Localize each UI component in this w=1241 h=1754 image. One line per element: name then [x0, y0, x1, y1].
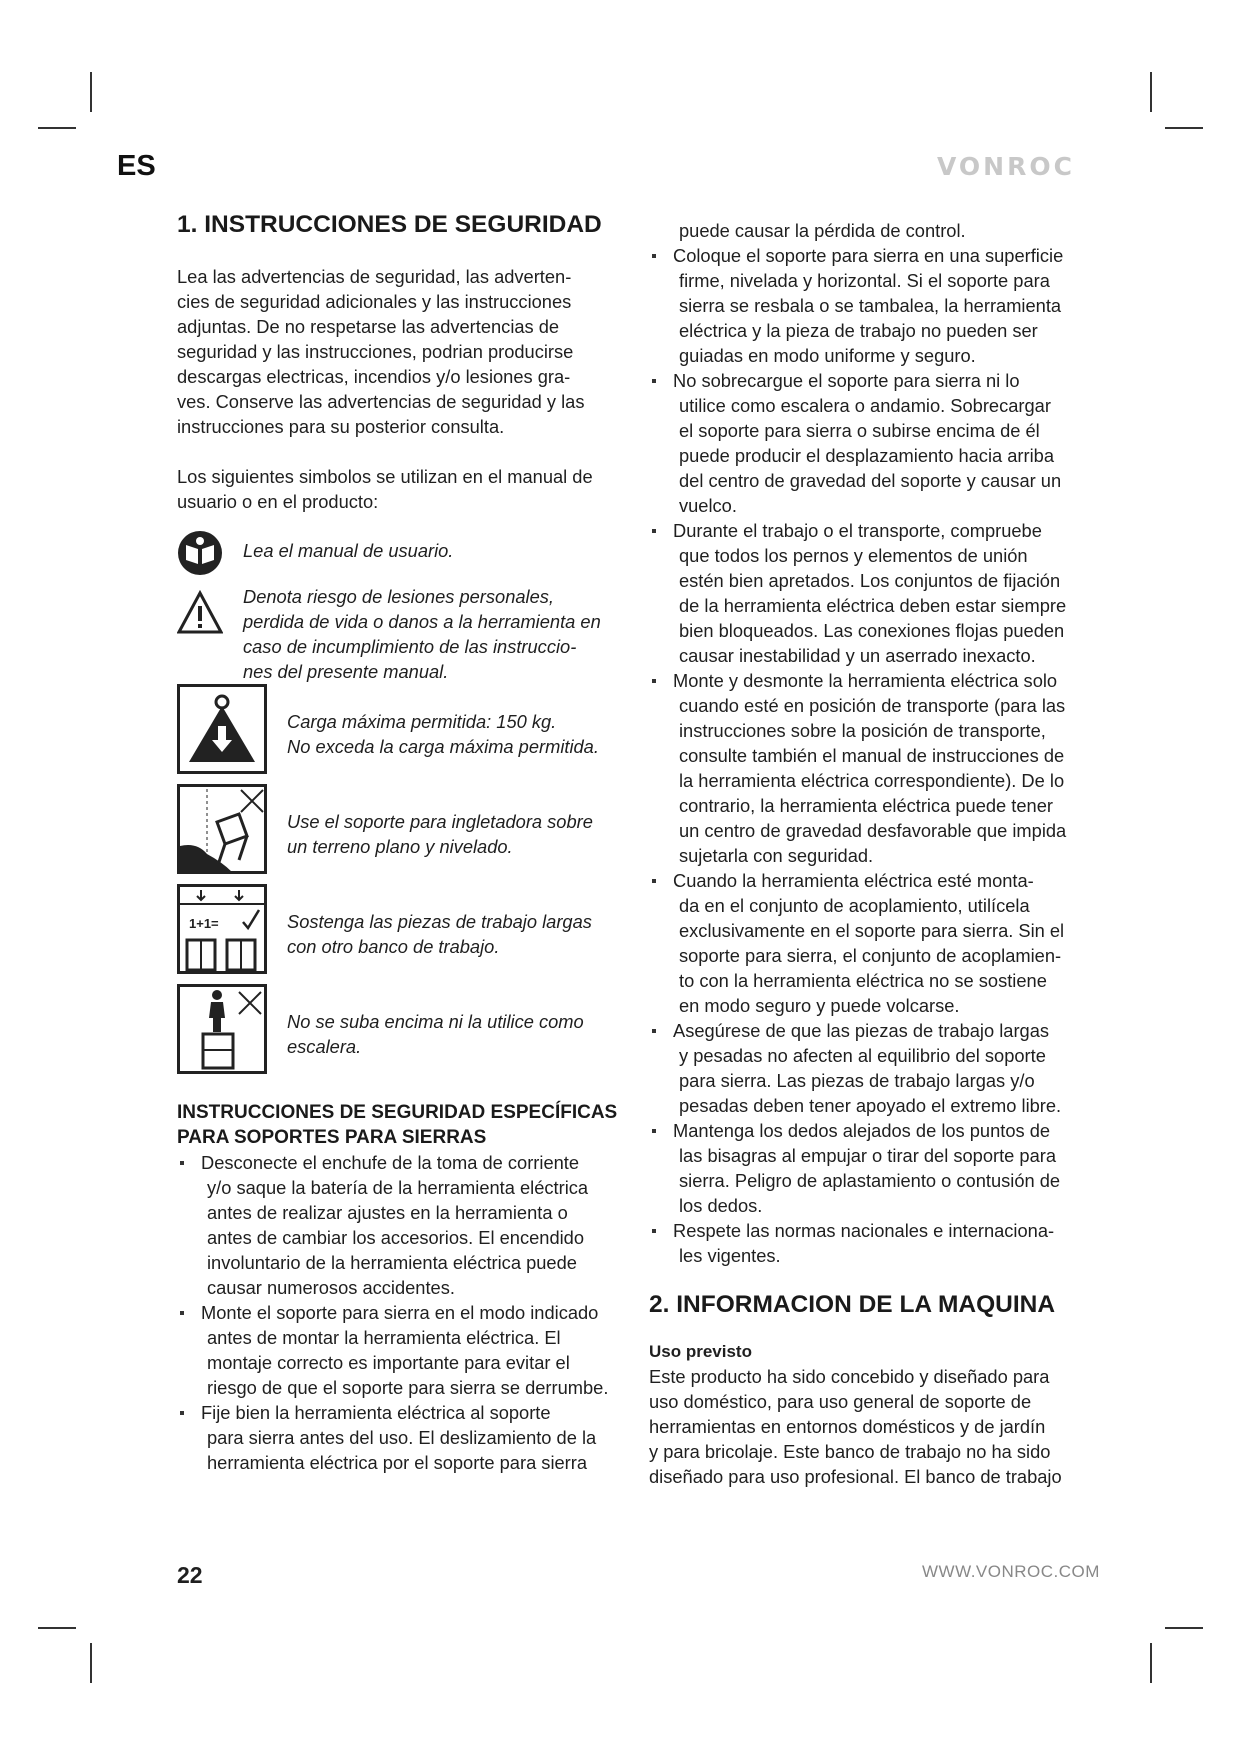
list-item: [177, 1150, 632, 1300]
level-ground-icon: [177, 784, 267, 874]
text-line: que todos los pernos y elementos de unión: [679, 545, 1028, 566]
crop-mark: [1150, 1643, 1152, 1683]
left-column: [177, 210, 632, 1475]
text-line: Desconecte el enchufe de la toma de corriente: [201, 1152, 580, 1173]
text-line: para sierra antes del uso. El deslizamiento de la: [207, 1427, 597, 1448]
list-item: [649, 868, 1104, 1018]
text-line: causar inestabilidad y un aserrado inexacto.: [679, 645, 1036, 666]
text-line: sujetarla con seguridad.: [679, 845, 874, 866]
crop-mark: [38, 1627, 76, 1629]
text-line: cuando esté en posición de transporte (para las: [679, 695, 1066, 716]
language-code: ES: [117, 150, 156, 182]
text-line: exclusivamente en el soporte para sierra. Sin el: [679, 920, 1065, 941]
text-line: y pesadas no afecten al equilibrio del soporte: [679, 1045, 1046, 1066]
text-line: ves. Conserve las advertencias de seguridad y las: [177, 391, 585, 412]
text-line: instrucciones para su posterior consulta.: [177, 416, 505, 437]
list-item: [649, 1018, 1104, 1118]
text-line: Monte el soporte para sierra en el modo indicado: [201, 1302, 599, 1323]
symbol-text: perdida de vida o danos a la herramienta en: [243, 611, 601, 632]
text-line: cies de seguridad adicionales y las instrucciones: [177, 291, 572, 312]
text-line: del centro de gravedad del soporte y causar un: [679, 470, 1062, 491]
text-line: sierra se resbala o se tambalea, la herramienta: [679, 295, 1062, 316]
text-line: y para bricolaje. Este banco de trabajo no ha sido: [649, 1441, 1051, 1462]
text-line: Respete las normas nacionales e internaciona-: [673, 1220, 1055, 1241]
list-item: [649, 668, 1104, 868]
text-line: montaje correcto es importante para evitar el: [207, 1352, 570, 1373]
extra-support-icon: [177, 884, 267, 974]
text-line: usuario o en el producto:: [177, 491, 379, 512]
symbol-text: escalera.: [287, 1036, 362, 1057]
symbol-text: Carga máxima permitida: 150 kg.: [287, 711, 557, 732]
page-number: 22: [177, 1562, 203, 1588]
text-line: adjuntas. De no respetarse las advertencias de: [177, 316, 560, 337]
text-line: firme, nivelada y horizontal. Si el soporte para: [679, 270, 1050, 291]
section-title-safety: 1. INSTRUCCIONES DE SEGURIDAD: [177, 211, 602, 238]
text-line: pesadas deben tener apoyado el extremo libre.: [679, 1095, 1062, 1116]
crop-mark: [90, 72, 92, 112]
section-title-machine-info: 2. INFORMACION DE LA MAQUINA: [649, 1291, 1056, 1318]
text-line: antes de cambiar los accesorios. El encendido: [207, 1227, 585, 1248]
right-column: [649, 218, 1104, 1489]
list-item: [177, 1300, 632, 1400]
text-line: da en el conjunto de acoplamiento, utilícela: [679, 895, 1030, 916]
brand-logo: VONROC: [937, 152, 1075, 181]
text-line: diseñado para uso profesional. El banco de trabajo: [649, 1466, 1062, 1487]
text-line: un centro de gravedad desfavorable que impida: [679, 820, 1067, 841]
specific-safety-list: [177, 1150, 632, 1475]
text-line: en modo seguro y puede volcarse.: [679, 995, 960, 1016]
text-line: vuelco.: [679, 495, 737, 516]
no-standing-icon: [177, 984, 267, 1074]
text-line: estén bien apretados. Los conjuntos de fijación: [679, 570, 1061, 591]
intro-paragraph: [177, 264, 632, 439]
symbol-text: No se suba encima ni la utilice como: [287, 1011, 584, 1032]
text-line: bien bloqueados. Las conexiones flojas pueden: [679, 620, 1065, 641]
crop-mark: [1165, 127, 1203, 129]
text-line: los dedos.: [679, 1195, 763, 1216]
text-line: antes de montar la herramienta eléctrica. El: [207, 1327, 561, 1348]
section-title-specific-line: INSTRUCCIONES DE SEGURIDAD ESPECÍFICAS: [177, 1102, 618, 1123]
text-line: sierra. Peligro de aplastamiento o contusión de: [679, 1170, 1061, 1191]
list-item: [649, 1118, 1104, 1218]
website-url: WWW.VONROC.COM: [922, 1562, 1100, 1581]
text-line: Coloque el soporte para sierra en una superficie: [673, 245, 1064, 266]
crop-mark: [38, 127, 76, 129]
text-line: las bisagras al empujar o tirar del soporte para: [679, 1145, 1056, 1166]
text-line: descargas electricas, incendios y/o lesiones gra-: [177, 366, 571, 387]
text-line: to con la herramienta eléctrica no se sostiene: [679, 970, 1047, 991]
specific-safety-list-continued: [649, 243, 1104, 1268]
text-line: uso doméstico, para uso general de soporte de: [649, 1391, 1032, 1412]
crop-mark: [1165, 1627, 1203, 1629]
symbol-text: Denota riesgo de lesiones personales,: [243, 586, 554, 607]
text-line: Lea las advertencias de seguridad, las adverten-: [177, 266, 572, 287]
text-line: instrucciones sobre la posición de transporte,: [679, 720, 1046, 741]
text-line: utilice como escalera o andamio. Sobrecargar: [679, 395, 1051, 416]
text-line: Cuando la herramienta eléctrica esté monta-: [673, 870, 1034, 891]
text-line: Durante el trabajo o el transporte, compruebe: [673, 520, 1042, 541]
list-item: [649, 518, 1104, 668]
text-line: contrario, la herramienta eléctrica puede tener: [679, 795, 1053, 816]
text-line: Monte y desmonte la herramienta eléctrica solo: [673, 670, 1058, 691]
text-line: eléctrica y la pieza de trabajo no pueden ser: [679, 320, 1038, 341]
list-item: [649, 368, 1104, 518]
symbol-text: Lea el manual de usuario.: [243, 540, 454, 561]
text-line: involuntario de la herramienta eléctrica puede: [207, 1252, 577, 1273]
text-line: les vigentes.: [679, 1245, 781, 1266]
symbol-text: caso de incumplimiento de las instruccio-: [243, 636, 577, 657]
continuation-text: puede causar la pérdida de control.: [679, 220, 966, 241]
text-line: guiadas en modo uniforme y seguro.: [679, 345, 976, 366]
section-title-specific-line: PARA SOPORTES PARA SIERRAS: [177, 1127, 487, 1148]
symbol-text: nes del presente manual.: [243, 661, 449, 682]
symbols-list: [177, 522, 632, 1072]
text-line: Fije bien la herramienta eléctrica al soporte: [201, 1402, 551, 1423]
list-item: [649, 243, 1104, 368]
text-line: para sierra. Las piezas de trabajo largas y/o: [679, 1070, 1035, 1091]
text-line: No sobrecargue el soporte para sierra ni lo: [673, 370, 1020, 391]
text-line: puede producir el desplazamiento hacia arriba: [679, 445, 1054, 466]
text-line: soporte para sierra, el conjunto de acoplamien-: [679, 945, 1062, 966]
text-line: el soporte para sierra o subirse encima de él: [679, 420, 1040, 441]
text-line: herramientas en entornos domésticos y de jardín: [649, 1416, 1046, 1437]
symbols-intro: [177, 464, 632, 514]
text-line: Asegúrese de que las piezas de trabajo largas: [673, 1020, 1050, 1041]
text-line: Mantenga los dedos alejados de los puntos de: [673, 1120, 1051, 1141]
max-load-icon: [177, 684, 267, 774]
symbol-text: No exceda la carga máxima permitida.: [287, 736, 599, 757]
crop-mark: [1150, 72, 1152, 112]
read-manual-icon: [177, 530, 223, 576]
combine-label: 1+1=: [189, 916, 219, 931]
text-line: y/o saque la batería de la herramienta eléctrica: [207, 1177, 589, 1198]
warning-triangle-icon: [177, 590, 223, 636]
text-line: Los siguientes simbolos se utilizan en el manual de: [177, 466, 593, 487]
text-line: de la herramienta eléctrica deben estar siempre: [679, 595, 1067, 616]
text-line: herramienta eléctrica por el soporte para sierra: [207, 1452, 588, 1473]
text-line: Este producto ha sido concebido y diseñado para: [649, 1366, 1050, 1387]
text-line: consulte también el manual de instrucciones de: [679, 745, 1065, 766]
intended-use-paragraph: [649, 1364, 1104, 1489]
text-line: riesgo de que el soporte para sierra se derrumbe.: [207, 1377, 609, 1398]
list-item: [177, 1400, 632, 1475]
symbol-text: Sostenga las piezas de trabajo largas: [287, 911, 592, 932]
text-line: seguridad y las instrucciones, podrian producirse: [177, 341, 574, 362]
symbol-text: un terreno plano y nivelado.: [287, 836, 513, 857]
text-line: antes de realizar ajustes en la herramienta o: [207, 1202, 568, 1223]
intended-use-heading: Uso previsto: [649, 1342, 752, 1361]
crop-mark: [90, 1643, 92, 1683]
text-line: la herramienta eléctrica correspondiente). De lo: [679, 770, 1065, 791]
list-item: [649, 1218, 1104, 1268]
text-line: causar numerosos accidentes.: [207, 1277, 455, 1298]
symbol-text: Use el soporte para ingletadora sobre: [287, 811, 593, 832]
symbol-text: con otro banco de trabajo.: [287, 936, 500, 957]
